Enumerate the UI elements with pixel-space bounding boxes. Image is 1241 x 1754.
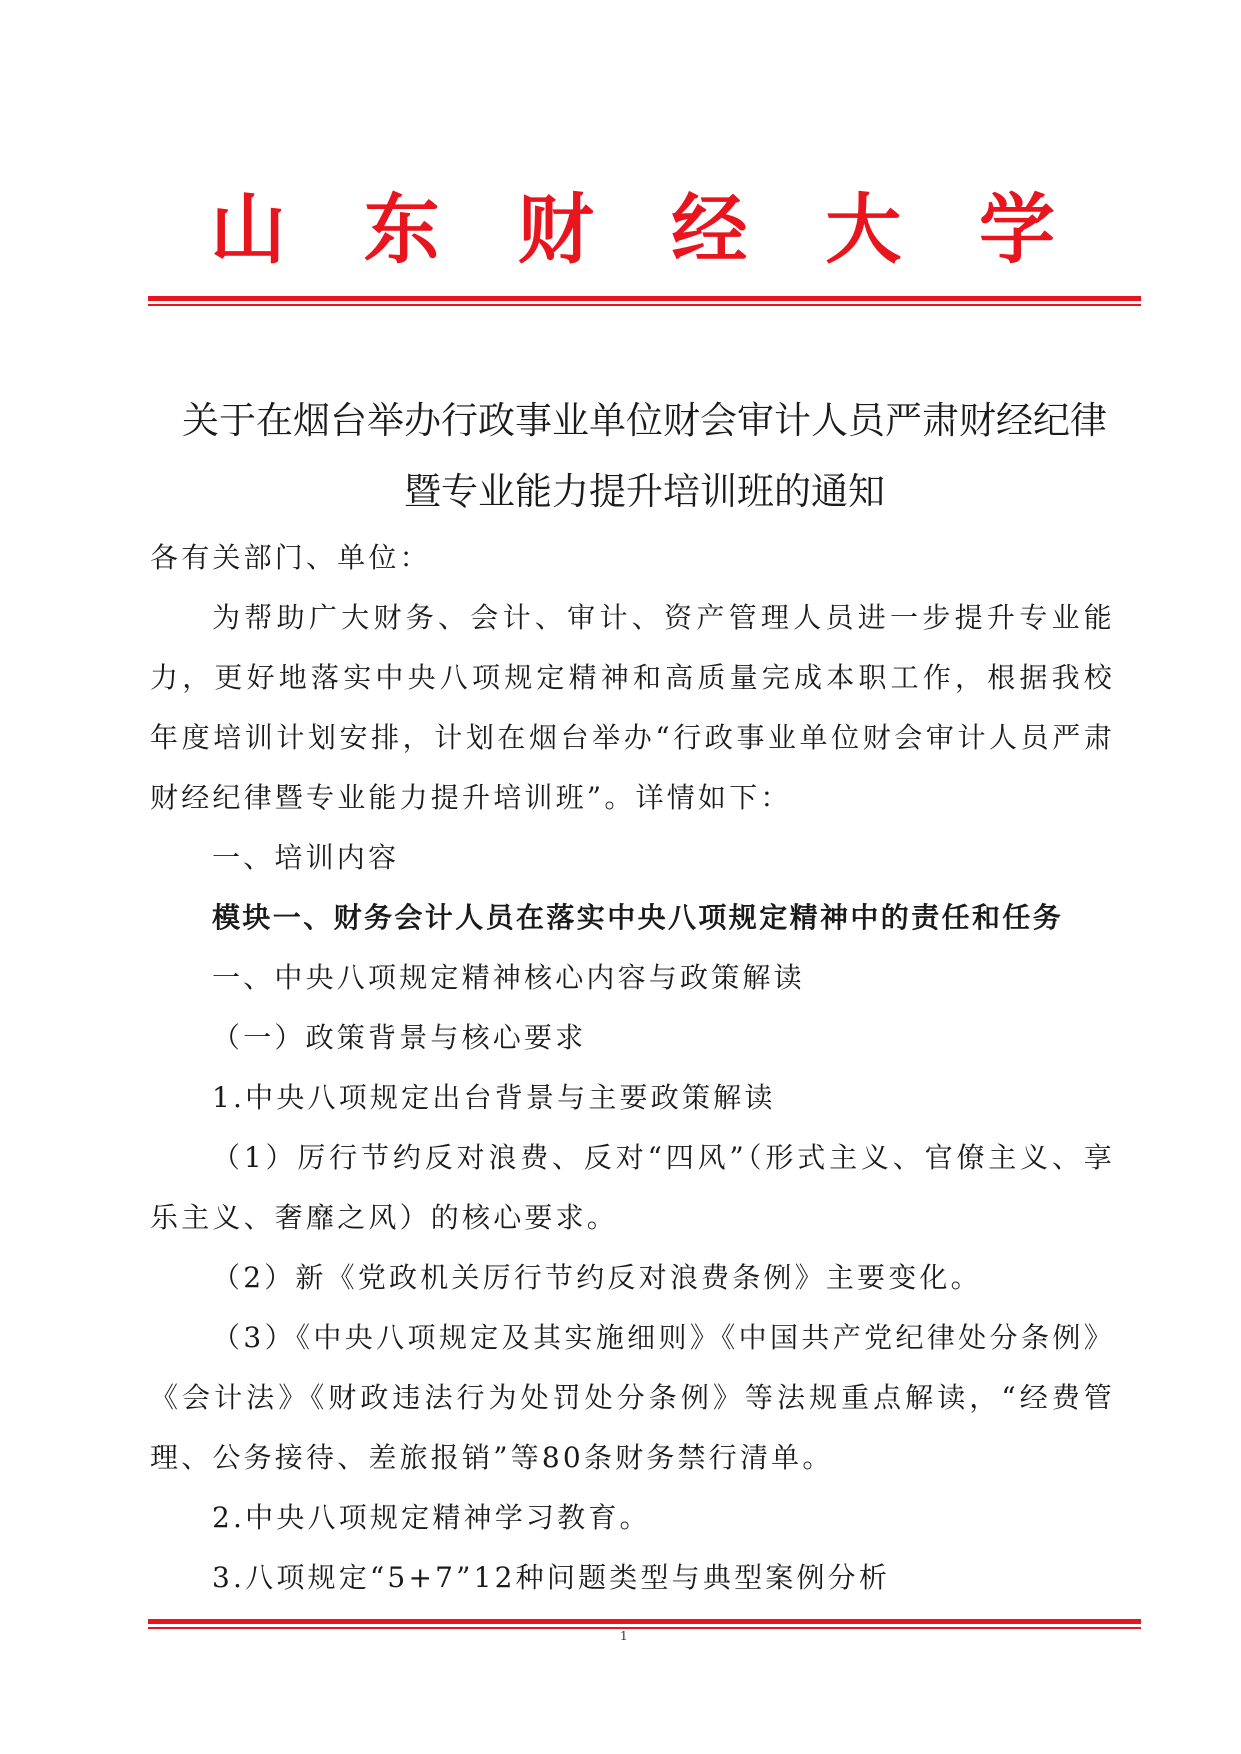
letterhead-divider <box>148 296 1141 306</box>
letterhead-char: 山 <box>210 185 286 274</box>
letterhead-char: 经 <box>671 185 748 274</box>
notice-title-line-1: 关于在烟台举办行政事业单位财会审计人员严肃财经纪律 <box>182 399 1107 442</box>
list-item: （1）厉行节约反对浪费、反对“四风”（形式主义、官僚主义、享乐主义、奢靡之风）的核心要求。 <box>150 1141 1115 1234</box>
list-item: 3.八项规定“5+7”12种问题类型与典型案例分析 <box>212 1561 891 1594</box>
footer-divider <box>148 1619 1141 1629</box>
notice-title-line-2: 暨专业能力提升培训班的通知 <box>404 470 885 513</box>
list-item: 2.中央八项规定精神学习教育。 <box>212 1501 651 1534</box>
letterhead-title <box>148 170 1093 290</box>
list-item: （3）《中央八项规定及其实施细则》《中国共产党纪律处分条例》《会计法》《财政违法行为处罚处分条例》等法规重点解读，“经费管理、公务接待、差旅报销”等80条财务禁行清单。 <box>150 1321 1115 1474</box>
letterhead-char: 财 <box>517 185 594 274</box>
letterhead-char: 大 <box>825 185 902 274</box>
page-number: 1 <box>620 1629 628 1643</box>
section-heading: 一、培训内容 <box>212 841 400 874</box>
subsection-heading: 一、中央八项规定精神核心内容与政策解读 <box>212 961 805 994</box>
subsection-item: （一）政策背景与核心要求 <box>212 1021 587 1054</box>
salutation: 各有关部门、单位： <box>150 541 431 574</box>
letterhead-char: 东 <box>363 185 440 274</box>
module-heading: 模块一、财务会计人员在落实中央八项规定精神中的责任和任务 <box>212 901 1064 934</box>
list-item: （2）新《党政机关厉行节约反对浪费条例》主要变化。 <box>212 1261 982 1294</box>
intro-paragraph: 为帮助广大财务、会计、审计、资产管理人员进一步提升专业能力，更好地落实中央八项规定精神和高质量完成本职工作，根据我校年度培训计划安排，计划在烟台举办“行政事业单位财会审计人员严肃财经纪律暨专业能力提升培训班”。详情如下： <box>150 601 1115 814</box>
letterhead-char: 学 <box>978 185 1055 274</box>
list-item: 1.中央八项规定出台背景与主要政策解读 <box>212 1081 776 1114</box>
